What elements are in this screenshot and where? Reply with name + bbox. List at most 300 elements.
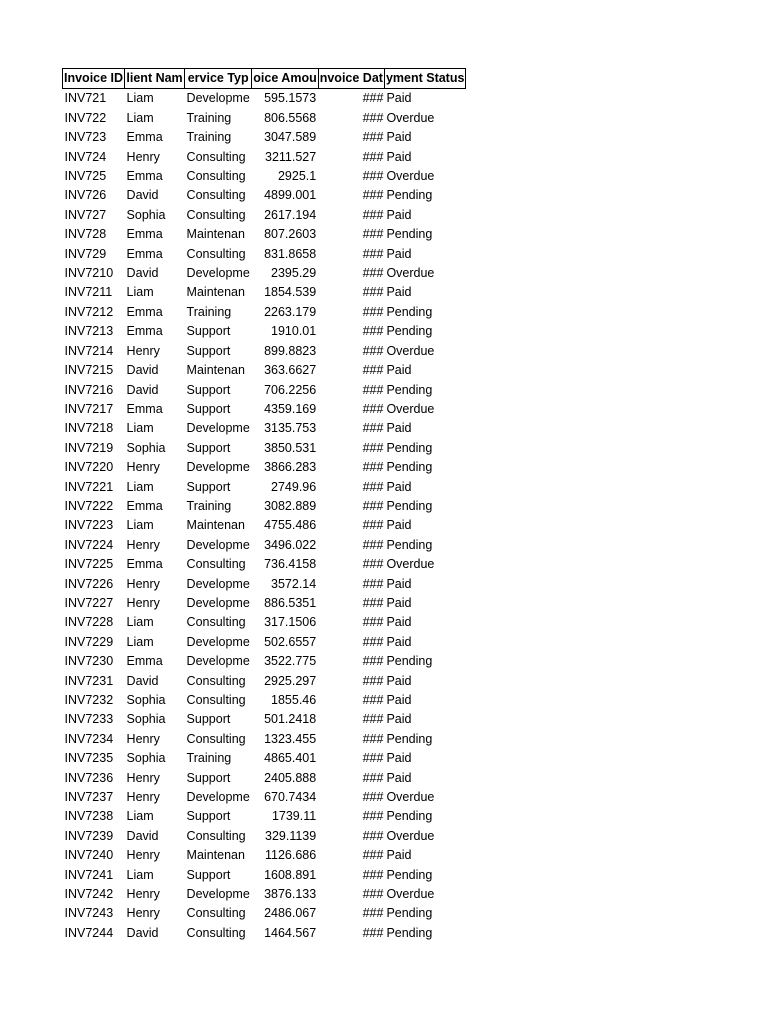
table-row: [63, 303, 466, 322]
invoice-date-cell[interactable]: ###: [362, 518, 384, 533]
invoice-date-cell[interactable]: ###: [362, 751, 384, 766]
table-row: [63, 555, 466, 574]
payment-status-cell[interactable]: Paid: [386, 693, 412, 707]
invoice-date-cell[interactable]: ###: [362, 654, 384, 669]
invoice-id-cell[interactable]: INV7216: [64, 382, 114, 397]
table-row: [63, 594, 466, 613]
table-row: [63, 652, 466, 671]
client-name-cell[interactable]: Liam: [126, 518, 154, 533]
client-name-cell[interactable]: Henry: [126, 149, 160, 164]
invoice-amount-cell[interactable]: 736.4158: [264, 557, 317, 572]
client-name-cell[interactable]: Emma: [126, 557, 163, 572]
service-type-cell[interactable]: Consulting: [186, 828, 246, 843]
invoice-amount-cell[interactable]: 807.2603: [264, 227, 317, 242]
service-type-cell[interactable]: Consulting: [186, 246, 246, 261]
payment-status-cell[interactable]: Pending: [386, 537, 433, 552]
client-name-cell[interactable]: Sophia: [126, 207, 166, 222]
service-type-cell[interactable]: Support: [186, 479, 231, 494]
invoice-id-cell[interactable]: INV7225: [64, 557, 114, 572]
invoice-amount-cell[interactable]: 3496.022: [264, 537, 317, 552]
header-cell-invoice-amount[interactable]: [252, 69, 318, 89]
invoice-id-cell[interactable]: INV729: [64, 246, 107, 261]
invoice-amount-cell[interactable]: 706.2256: [264, 382, 317, 397]
invoice-amount-cell[interactable]: 329.1139: [265, 828, 317, 843]
table-row: [63, 575, 466, 594]
invoice-date-cell[interactable]: ###: [362, 421, 384, 436]
invoice-date-cell[interactable]: ###: [362, 634, 384, 649]
invoice-id-cell[interactable]: INV7214: [64, 343, 114, 358]
invoice-id-cell[interactable]: INV7211: [64, 285, 113, 300]
client-name-cell[interactable]: Emma: [126, 401, 163, 416]
invoice-amount-cell[interactable]: 1323.455: [264, 731, 317, 746]
invoice-amount-cell[interactable]: 363.6627: [264, 363, 317, 378]
client-name-cell[interactable]: David: [126, 673, 159, 688]
invoice-id-cell[interactable]: INV7219: [64, 440, 114, 455]
client-name-cell[interactable]: Henry: [126, 731, 160, 746]
client-name-cell[interactable]: David: [126, 828, 159, 843]
client-name-cell[interactable]: Liam: [126, 285, 154, 300]
service-type-cell[interactable]: Developme: [186, 654, 250, 669]
invoice-amount-cell[interactable]: 4359.169: [264, 401, 317, 416]
service-type-cell[interactable]: Consulting: [186, 169, 246, 184]
payment-status-cell[interactable]: Pending: [386, 324, 433, 339]
service-type-cell[interactable]: Developme: [186, 460, 250, 475]
service-type-cell[interactable]: Support: [186, 382, 231, 397]
invoice-amount-cell[interactable]: 3572.14: [271, 576, 317, 591]
invoice-date-cell[interactable]: ###: [362, 110, 384, 125]
invoice-id-cell[interactable]: INV7226: [64, 576, 114, 591]
payment-status-cell[interactable]: Pending: [386, 809, 433, 824]
invoice-date-cell[interactable]: ###: [362, 790, 384, 805]
service-type-cell[interactable]: Support: [186, 770, 231, 785]
invoice-id-cell[interactable]: INV7229: [64, 634, 114, 649]
invoice-id-cell[interactable]: INV7212: [64, 304, 114, 319]
service-type-cell[interactable]: Developme: [186, 595, 250, 610]
invoice-id-cell[interactable]: INV7242: [64, 887, 114, 902]
invoice-date-cell[interactable]: ###: [362, 770, 384, 785]
table-row: [63, 361, 466, 380]
table-row: [63, 633, 466, 652]
client-name-cell[interactable]: Liam: [126, 809, 154, 824]
payment-status-cell[interactable]: Pending: [386, 731, 433, 746]
invoice-date-cell[interactable]: ###: [362, 324, 384, 339]
invoice-date-cell[interactable]: ###: [362, 731, 384, 746]
payment-status-cell[interactable]: Paid: [386, 634, 412, 649]
payment-status-cell[interactable]: Pending: [386, 867, 433, 882]
invoice-id-cell[interactable]: INV7241: [64, 867, 114, 882]
service-type-cell[interactable]: Support: [186, 809, 231, 824]
payment-status-cell[interactable]: Pending: [386, 304, 433, 319]
payment-status-cell[interactable]: Pending: [386, 227, 433, 242]
invoice-amount-cell[interactable]: 2405.888: [264, 770, 317, 785]
payment-status-cell[interactable]: Overdue: [386, 266, 435, 281]
client-name-cell[interactable]: Liam: [126, 479, 154, 494]
service-type-cell[interactable]: Consulting: [186, 906, 246, 921]
invoice-date-cell[interactable]: ###: [362, 712, 384, 727]
invoice-amount-cell[interactable]: 3211.527: [265, 149, 317, 164]
table-row: [63, 516, 466, 535]
client-name-cell[interactable]: David: [126, 382, 159, 397]
table-row: [63, 283, 466, 302]
table-row: [63, 167, 466, 186]
client-name-cell[interactable]: Emma: [126, 324, 163, 339]
invoice-amount-cell[interactable]: 317.1506: [264, 615, 317, 630]
invoice-amount-cell[interactable]: 3866.283: [264, 460, 317, 475]
invoice-date-cell[interactable]: ###: [362, 227, 384, 242]
client-name-cell[interactable]: Liam: [126, 634, 154, 649]
payment-status-cell[interactable]: Pending: [386, 440, 433, 455]
payment-status-cell[interactable]: Paid: [386, 595, 412, 610]
invoice-date-cell[interactable]: ###: [362, 595, 384, 610]
invoice-date-cell[interactable]: ###: [362, 615, 384, 630]
invoice-date-cell[interactable]: ###: [362, 557, 384, 572]
invoice-date-cell[interactable]: ###: [362, 343, 384, 358]
payment-status-cell[interactable]: Paid: [386, 518, 412, 533]
service-type-cell[interactable]: Consulting: [186, 557, 246, 572]
invoice-amount-cell[interactable]: 1910.01: [271, 324, 317, 339]
client-name-cell[interactable]: Emma: [126, 654, 163, 669]
invoice-amount-cell[interactable]: 3047.589: [264, 130, 317, 145]
service-type-cell[interactable]: Support: [186, 343, 231, 358]
invoice-id-cell[interactable]: INV7215: [64, 363, 114, 378]
invoice-amount-cell[interactable]: 595.1573: [264, 91, 317, 106]
client-name-cell[interactable]: David: [126, 188, 159, 203]
invoice-date-cell[interactable]: ###: [362, 693, 384, 707]
payment-status-cell[interactable]: Paid: [386, 363, 412, 378]
invoice-id-cell[interactable]: INV7213: [64, 324, 114, 339]
invoice-id-cell[interactable]: INV7217: [64, 401, 114, 416]
invoice-date-cell[interactable]: ###: [362, 207, 384, 222]
invoice-date-cell[interactable]: ###: [362, 828, 384, 843]
invoice-date-cell[interactable]: ###: [362, 887, 384, 902]
service-type-cell[interactable]: Developme: [186, 576, 250, 591]
payment-status-cell[interactable]: Paid: [386, 130, 412, 145]
service-type-cell[interactable]: Developme: [186, 790, 250, 805]
client-name-cell[interactable]: Henry: [126, 537, 160, 552]
invoice-date-cell[interactable]: ###: [362, 809, 384, 824]
payment-status-cell[interactable]: Pending: [386, 906, 433, 921]
payment-status-cell[interactable]: Paid: [386, 673, 412, 688]
invoice-amount-cell[interactable]: 670.7434: [264, 790, 317, 805]
payment-status-cell[interactable]: Pending: [386, 925, 433, 940]
invoice-date-cell[interactable]: ###: [362, 906, 384, 921]
client-name-cell[interactable]: Liam: [126, 615, 154, 630]
invoice-amount-cell[interactable]: 806.5568: [264, 110, 317, 125]
service-type-cell[interactable]: Maintenan: [186, 285, 245, 300]
invoice-date-cell[interactable]: ###: [362, 401, 384, 416]
payment-status-cell[interactable]: Pending: [386, 460, 433, 475]
invoice-amount-cell[interactable]: 502.6557: [264, 634, 317, 649]
invoice-id-cell[interactable]: INV7244: [64, 925, 114, 940]
client-name-cell[interactable]: Sophia: [126, 693, 166, 707]
client-name-cell[interactable]: Henry: [126, 343, 160, 358]
invoice-id-cell[interactable]: INV7238: [64, 809, 114, 824]
invoice-amount-cell[interactable]: 1126.686: [265, 848, 317, 863]
client-name-cell[interactable]: Henry: [126, 887, 160, 902]
table-row: [63, 769, 466, 788]
invoice-table: [62, 68, 466, 943]
header-label: Invoice ID: [64, 71, 124, 85]
service-type-cell[interactable]: Maintenan: [186, 363, 245, 378]
invoice-amount-cell[interactable]: 3850.531: [264, 440, 317, 455]
invoice-date-cell[interactable]: ###: [362, 479, 384, 494]
invoice-amount-cell[interactable]: 2395.29: [271, 266, 317, 281]
client-name-cell[interactable]: Emma: [126, 498, 163, 513]
client-name-cell[interactable]: Henry: [126, 460, 160, 475]
invoice-amount-cell[interactable]: 2263.179: [264, 304, 317, 319]
service-type-cell[interactable]: Consulting: [186, 731, 246, 746]
payment-status-cell[interactable]: Paid: [386, 421, 412, 436]
invoice-id-cell[interactable]: INV7227: [64, 595, 114, 610]
invoice-id-cell[interactable]: INV724: [64, 149, 107, 164]
header-label: nvoice Dat: [319, 71, 383, 85]
invoice-id-cell[interactable]: INV7218: [64, 421, 114, 436]
invoice-date-cell[interactable]: ###: [362, 169, 384, 184]
client-name-cell[interactable]: Henry: [126, 770, 160, 785]
payment-status-cell[interactable]: Paid: [386, 149, 412, 164]
invoice-date-cell[interactable]: ###: [362, 246, 384, 261]
payment-status-cell[interactable]: Paid: [386, 615, 412, 630]
invoice-amount-cell[interactable]: 831.8658: [264, 246, 317, 261]
payment-status-cell[interactable]: Paid: [386, 848, 412, 863]
service-type-cell[interactable]: Developme: [186, 91, 250, 106]
client-name-cell[interactable]: Henry: [126, 848, 160, 863]
invoice-amount-cell[interactable]: 1608.891: [264, 867, 317, 882]
invoice-amount-cell[interactable]: 1855.46: [271, 693, 317, 707]
client-name-cell[interactable]: Emma: [126, 304, 163, 319]
service-type-cell[interactable]: Consulting: [186, 693, 246, 707]
invoice-id-cell[interactable]: INV7228: [64, 615, 114, 630]
invoice-amount-cell[interactable]: 2486.067: [264, 906, 317, 921]
client-name-cell[interactable]: Emma: [126, 246, 163, 261]
invoice-date-cell[interactable]: ###: [362, 537, 384, 552]
payment-status-cell[interactable]: Overdue: [386, 557, 435, 572]
invoice-id-cell[interactable]: INV7210: [64, 266, 114, 281]
table-row: [63, 128, 466, 147]
header-cell-client-name[interactable]: [125, 69, 185, 89]
invoice-amount-cell[interactable]: 3522.775: [264, 654, 317, 669]
header-cell-invoice-date[interactable]: [318, 69, 384, 89]
table-row: [63, 924, 466, 943]
invoice-id-cell[interactable]: INV726: [64, 188, 107, 203]
invoice-amount-cell[interactable]: 899.8823: [264, 343, 317, 358]
service-type-cell[interactable]: Consulting: [186, 615, 246, 630]
invoice-amount-cell[interactable]: 1739.11: [271, 809, 317, 824]
service-type-cell[interactable]: Developme: [186, 537, 250, 552]
service-type-cell[interactable]: Support: [186, 401, 231, 416]
service-type-cell[interactable]: Training: [186, 751, 232, 766]
service-type-cell[interactable]: Support: [186, 324, 231, 339]
invoice-id-cell[interactable]: INV7233: [64, 712, 114, 727]
service-type-cell[interactable]: Consulting: [186, 149, 246, 164]
invoice-id-cell[interactable]: INV7221: [64, 479, 114, 494]
invoice-amount-cell[interactable]: 3082.889: [264, 498, 317, 513]
client-name-cell[interactable]: Emma: [126, 130, 163, 145]
payment-status-cell[interactable]: Paid: [386, 479, 412, 494]
invoice-date-cell[interactable]: ###: [362, 848, 384, 863]
invoice-date-cell[interactable]: ###: [362, 867, 384, 882]
payment-status-cell[interactable]: Pending: [386, 498, 433, 513]
header-label: yment Status: [385, 71, 465, 85]
client-name-cell[interactable]: Liam: [126, 91, 154, 106]
service-type-cell[interactable]: Developme: [186, 887, 250, 902]
service-type-cell[interactable]: Consulting: [186, 207, 246, 222]
invoice-id-cell[interactable]: INV7237: [64, 790, 114, 805]
service-type-cell[interactable]: Maintenan: [186, 848, 245, 863]
payment-status-cell[interactable]: Pending: [386, 654, 433, 669]
invoice-date-cell[interactable]: ###: [362, 498, 384, 513]
service-type-cell[interactable]: Consulting: [186, 673, 246, 688]
table-row: [63, 381, 466, 400]
header-label: lient Nam: [126, 71, 183, 85]
client-name-cell[interactable]: Sophia: [126, 751, 166, 766]
invoice-amount-cell[interactable]: 4865.401: [264, 751, 317, 766]
client-name-cell[interactable]: Henry: [126, 595, 160, 610]
invoice-amount-cell[interactable]: 2925.297: [264, 673, 317, 688]
invoice-id-cell[interactable]: INV7240: [64, 848, 114, 863]
invoice-amount-cell[interactable]: 2617.194: [264, 207, 317, 222]
payment-status-cell[interactable]: Overdue: [386, 790, 435, 805]
invoice-date-cell[interactable]: ###: [362, 91, 384, 106]
payment-status-cell[interactable]: Overdue: [386, 401, 435, 416]
invoice-date-cell[interactable]: ###: [362, 130, 384, 145]
service-type-cell[interactable]: Developme: [186, 634, 250, 649]
invoice-amount-cell[interactable]: 3876.133: [264, 887, 317, 902]
invoice-id-cell[interactable]: INV721: [64, 91, 107, 106]
header-row: [63, 69, 466, 89]
service-type-cell[interactable]: Consulting: [186, 925, 246, 940]
invoice-amount-cell[interactable]: 4755.486: [264, 518, 317, 533]
invoice-date-cell[interactable]: ###: [362, 266, 384, 281]
invoice-id-cell[interactable]: INV7235: [64, 751, 114, 766]
invoice-id-cell[interactable]: INV7220: [64, 460, 114, 475]
invoice-id-cell[interactable]: INV7224: [64, 537, 114, 552]
invoice-id-cell[interactable]: INV7223: [64, 518, 114, 533]
payment-status-cell[interactable]: Paid: [386, 576, 412, 591]
invoice-id-cell[interactable]: INV728: [64, 227, 107, 242]
invoice-amount-cell[interactable]: 4899.001: [264, 188, 317, 203]
service-type-cell[interactable]: Training: [186, 110, 232, 125]
invoice-amount-cell[interactable]: 2925.1: [277, 169, 317, 184]
payment-status-cell[interactable]: Overdue: [386, 110, 435, 125]
invoice-id-cell[interactable]: INV7243: [64, 906, 114, 921]
invoice-date-cell[interactable]: ###: [362, 925, 384, 940]
invoice-date-cell[interactable]: ###: [362, 285, 384, 300]
invoice-amount-cell[interactable]: 501.2418: [264, 712, 317, 727]
client-name-cell[interactable]: Henry: [126, 576, 160, 591]
invoice-date-cell[interactable]: ###: [362, 460, 384, 475]
client-name-cell[interactable]: David: [126, 363, 159, 378]
invoice-id-cell[interactable]: INV722: [64, 110, 107, 125]
table-row: [63, 827, 466, 846]
payment-status-cell[interactable]: Overdue: [386, 169, 435, 184]
table-row: [63, 478, 466, 497]
invoice-id-cell[interactable]: INV7222: [64, 498, 114, 513]
client-name-cell[interactable]: Henry: [126, 906, 160, 921]
invoice-amount-cell[interactable]: 1854.539: [264, 285, 317, 300]
client-name-cell[interactable]: Liam: [126, 421, 154, 436]
invoice-date-cell[interactable]: ###: [362, 304, 384, 319]
payment-status-cell[interactable]: Paid: [386, 285, 412, 300]
header-cell-invoice-id[interactable]: [63, 69, 125, 89]
invoice-date-cell[interactable]: ###: [362, 363, 384, 378]
invoice-id-cell[interactable]: INV727: [64, 207, 107, 222]
client-name-cell[interactable]: David: [126, 266, 159, 281]
table-row: [63, 749, 466, 768]
service-type-cell[interactable]: Support: [186, 712, 231, 727]
service-type-cell[interactable]: Maintenan: [186, 227, 245, 242]
invoice-date-cell[interactable]: ###: [362, 440, 384, 455]
table-row: [63, 904, 466, 923]
invoice-id-cell[interactable]: INV7234: [64, 731, 114, 746]
payment-status-cell[interactable]: Paid: [386, 751, 412, 766]
invoice-date-cell[interactable]: ###: [362, 382, 384, 397]
client-name-cell[interactable]: Liam: [126, 110, 154, 125]
service-type-cell[interactable]: Training: [186, 130, 232, 145]
payment-status-cell[interactable]: Pending: [386, 188, 433, 203]
payment-status-cell[interactable]: Overdue: [386, 828, 435, 843]
invoice-amount-cell[interactable]: 1464.567: [264, 925, 317, 940]
payment-status-cell[interactable]: Paid: [386, 770, 412, 785]
service-type-cell[interactable]: Maintenan: [186, 518, 245, 533]
payment-status-cell[interactable]: Pending: [386, 382, 433, 397]
service-type-cell[interactable]: Developme: [186, 266, 250, 281]
invoice-amount-cell[interactable]: 886.5351: [264, 595, 317, 610]
header-label: oice Amou: [253, 71, 317, 85]
invoice-id-cell[interactable]: INV7239: [64, 828, 114, 843]
service-type-cell[interactable]: Training: [186, 304, 232, 319]
table-row: [63, 109, 466, 128]
service-type-cell[interactable]: Developme: [186, 421, 250, 436]
invoice-id-cell[interactable]: INV725: [64, 169, 107, 184]
client-name-cell[interactable]: Henry: [126, 790, 160, 805]
client-name-cell[interactable]: David: [126, 925, 159, 940]
invoice-id-cell[interactable]: INV7236: [64, 770, 114, 785]
payment-status-cell[interactable]: Paid: [386, 246, 412, 261]
header-cell-payment-status[interactable]: [384, 69, 466, 89]
invoice-id-cell[interactable]: INV7231: [64, 673, 114, 688]
payment-status-cell[interactable]: Paid: [386, 712, 412, 727]
table-row: [63, 730, 466, 749]
invoice-date-cell[interactable]: ###: [362, 576, 384, 591]
service-type-cell[interactable]: Support: [186, 867, 231, 882]
invoice-date-cell[interactable]: ###: [362, 188, 384, 203]
client-name-cell[interactable]: Liam: [126, 867, 154, 882]
client-name-cell[interactable]: Emma: [126, 227, 163, 242]
invoice-amount-cell[interactable]: 2749.96: [271, 479, 317, 494]
service-type-cell[interactable]: Training: [186, 498, 232, 513]
invoice-amount-cell[interactable]: 3135.753: [264, 421, 317, 436]
invoice-id-cell[interactable]: INV7230: [64, 654, 114, 669]
payment-status-cell[interactable]: Paid: [386, 207, 412, 222]
service-type-cell[interactable]: Support: [186, 440, 231, 455]
payment-status-cell[interactable]: Overdue: [386, 887, 435, 902]
table-row: [63, 807, 466, 826]
service-type-cell[interactable]: Consulting: [186, 188, 246, 203]
invoice-id-cell[interactable]: INV723: [64, 130, 107, 145]
client-name-cell[interactable]: Emma: [126, 169, 163, 184]
client-name-cell[interactable]: Sophia: [126, 440, 166, 455]
invoice-date-cell[interactable]: ###: [362, 149, 384, 164]
table-row: [63, 439, 466, 458]
table-row: [63, 186, 466, 205]
payment-status-cell[interactable]: Paid: [386, 91, 412, 106]
invoice-date-cell[interactable]: ###: [362, 673, 384, 688]
client-name-cell[interactable]: Sophia: [126, 712, 166, 727]
invoice-id-cell[interactable]: INV7232: [64, 693, 114, 707]
header-cell-service-type[interactable]: [185, 69, 252, 89]
payment-status-cell[interactable]: Overdue: [386, 343, 435, 358]
